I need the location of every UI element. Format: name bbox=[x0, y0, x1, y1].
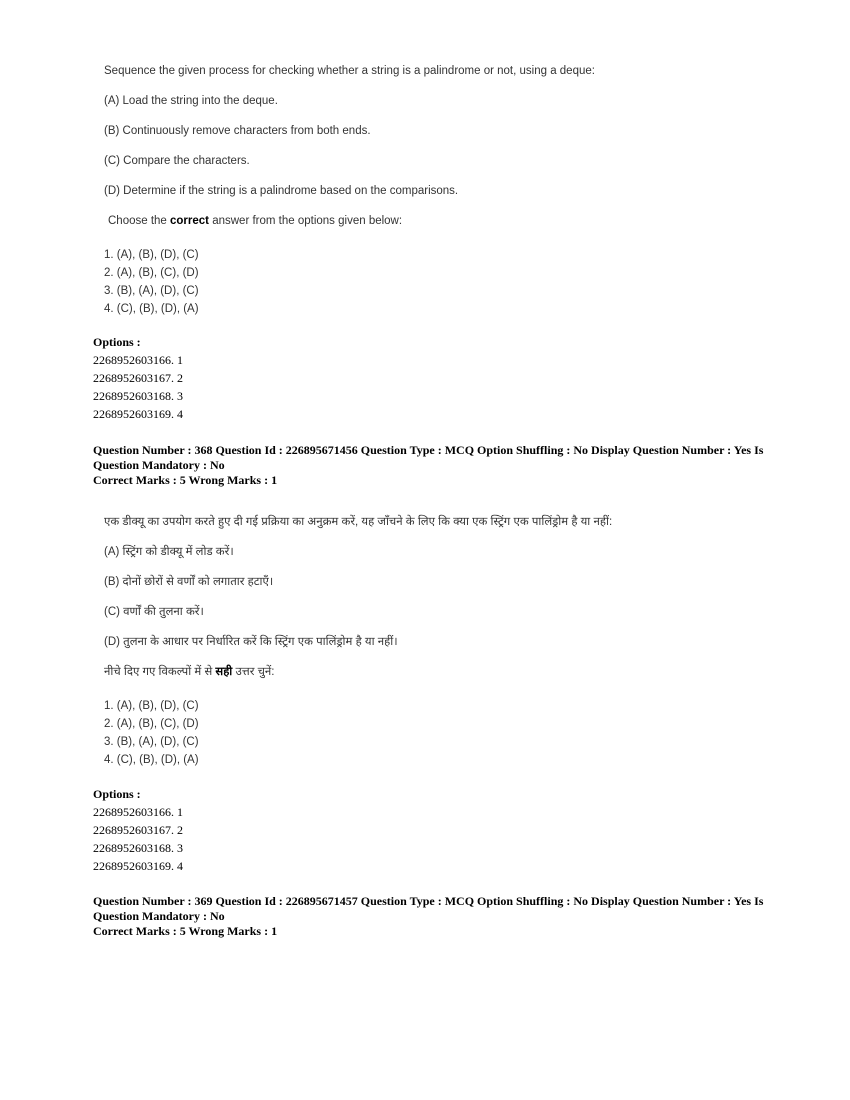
question-368-body bbox=[104, 515, 744, 771]
option-row: 2268952603168. 3 bbox=[93, 841, 183, 855]
options-list-2 bbox=[93, 785, 773, 875]
options-list-1 bbox=[93, 333, 773, 423]
step-a: (A) Load the string into the deque. bbox=[104, 95, 278, 107]
option-row: 2268952603166. 1 bbox=[93, 353, 183, 367]
choose-instruction bbox=[104, 214, 744, 244]
step-b: (B) दोनों छोरों से वर्णों को लगातार हटाएँ। bbox=[104, 576, 274, 588]
options-title: Options : bbox=[93, 787, 141, 801]
step-b: (B) Continuously remove characters from both ends. bbox=[104, 125, 371, 137]
meta-line-3: Correct Marks : 5 Wrong Marks : 1 bbox=[93, 473, 278, 487]
choose-bold: सही bbox=[215, 666, 233, 678]
step-d: (D) तुलना के आधार पर निर्धारित करें कि स्ट्रिंग एक पालिंड्रोम है या नहीं। bbox=[104, 636, 398, 648]
question-prompt: एक डीक्यू का उपयोग करते हुए दी गई प्रक्रिया का अनुक्रम करें, यह जाँचने के लिए कि क्या एक स्ट्रिंग एक पालिंड्रोम है या नहीं: bbox=[104, 516, 613, 528]
option-row: 2268952603167. 2 bbox=[93, 823, 183, 837]
option-row: 2268952603166. 1 bbox=[93, 805, 183, 819]
choice-1: 1. (A), (B), (D), (C) bbox=[104, 700, 199, 712]
choose-suffix: answer from the options given below: bbox=[209, 215, 403, 227]
step-d: (D) Determine if the string is a palindrome based on the comparisons. bbox=[104, 185, 459, 197]
option-row: 2268952603169. 4 bbox=[93, 407, 183, 421]
question-369-meta bbox=[93, 894, 773, 939]
choose-instruction bbox=[104, 665, 744, 695]
question-367-body bbox=[104, 64, 744, 320]
meta-line-1: Question Number : 368 Question Id : 226895671456 Question Type : MCQ Option Shuffling : No Display Question Number : Yes Is bbox=[93, 443, 764, 457]
question-prompt: Sequence the given process for checking whether a string is a palindrome or not, using a deque: bbox=[104, 65, 595, 77]
choice-2: 2. (A), (B), (C), (D) bbox=[104, 267, 199, 279]
meta-line-2: Question Mandatory : No bbox=[93, 458, 225, 472]
option-row: 2268952603167. 2 bbox=[93, 371, 183, 385]
step-c: (C) वर्णों की तुलना करें। bbox=[104, 606, 204, 618]
choice-4: 4. (C), (B), (D), (A) bbox=[104, 303, 199, 315]
step-a: (A) स्ट्रिंग को डीक्यू में लोड करें। bbox=[104, 546, 234, 558]
choice-1: 1. (A), (B), (D), (C) bbox=[104, 249, 199, 261]
choice-3: 3. (B), (A), (D), (C) bbox=[104, 285, 199, 297]
meta-line-3: Correct Marks : 5 Wrong Marks : 1 bbox=[93, 924, 278, 938]
choose-bold: correct bbox=[170, 215, 210, 227]
choose-suffix: उत्तर चुनें: bbox=[232, 666, 275, 678]
choice-4: 4. (C), (B), (D), (A) bbox=[104, 754, 199, 766]
question-368-meta bbox=[93, 443, 773, 488]
options-title: Options : bbox=[93, 335, 141, 349]
option-row: 2268952603168. 3 bbox=[93, 389, 183, 403]
choice-2: 2. (A), (B), (C), (D) bbox=[104, 718, 199, 730]
choose-prefix: नीचे दिए गए विकल्पों में से bbox=[104, 666, 216, 678]
meta-line-2: Question Mandatory : No bbox=[93, 909, 225, 923]
option-row: 2268952603169. 4 bbox=[93, 859, 183, 873]
step-c: (C) Compare the characters. bbox=[104, 155, 250, 167]
meta-line-1: Question Number : 369 Question Id : 226895671457 Question Type : MCQ Option Shuffling : No Display Question Number : Yes Is bbox=[93, 894, 764, 908]
choose-prefix: Choose the bbox=[108, 215, 171, 227]
choice-3: 3. (B), (A), (D), (C) bbox=[104, 736, 199, 748]
